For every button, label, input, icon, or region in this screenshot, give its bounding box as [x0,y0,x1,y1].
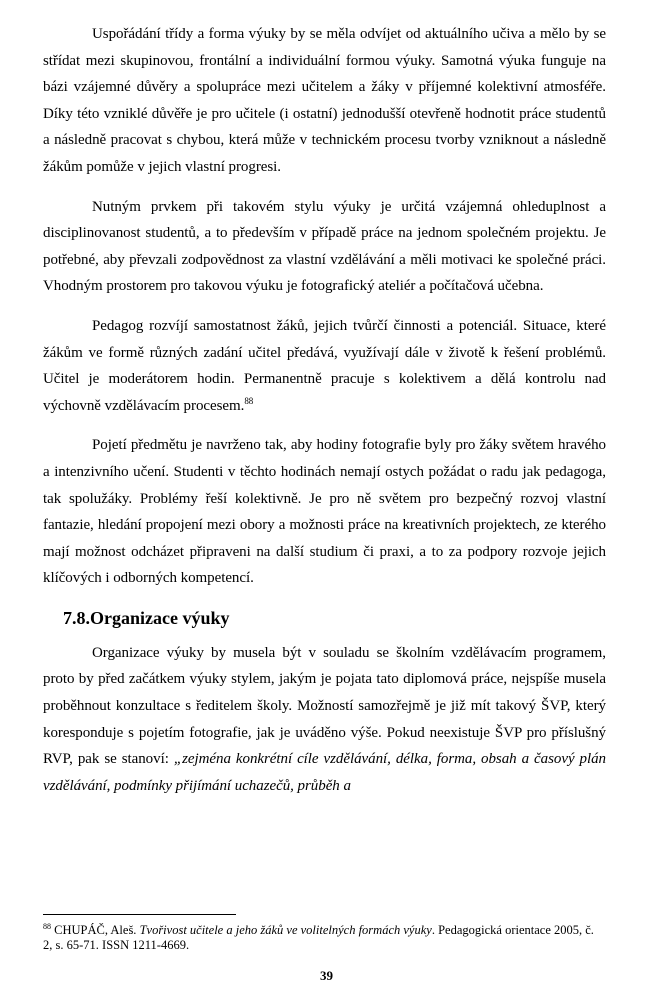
footnote-author: CHUPÁČ, Aleš. [54,923,137,937]
paragraph-organization-quote: „zejména konkrétní cíle vzdělávání, délka, forma, obsah a časový plán vzdělávání, podmínky přijímání uchazečů, průběh a [43,751,606,794]
paragraph-classroom-arrangement: Uspořádání třídy a forma výuky by se měla odvíjet od aktuálního učiva a mělo by se střídat mezi skupinovou, frontální a individuální formou výuky. Samotná výuka funguje na bázi vzájemné důvěry a spolupráce mezi učitelem a žáky v příjemné kolektivní atmosféře. Díky této vzniklé důvěře je pro učitele (i ostatní) jednodušší otevřeně hodnotit práce studentů a následně pracovat s chybou, která může v technickém procesu tvorby vzniknout a následně žákům pomůže v jejich vlastní progresi. [43,26,606,175]
footnote-details: . Pedagogická orientace 2005, č. 2, s. 65-71. ISSN 1211-4669. [43,923,594,952]
paragraph-subject-concept: Pojetí předmětu je navrženo tak, aby hodiny fotografie byly pro žáky světem hravého a intenzivního učení. Studenti v těchto hodinách nemají ostych požádat o radu jak pedagoga, tak spolužáky. Problémy řeší kolektivně. Je pro ně světem pro bezpečný rozvoj vlastní fantazie, hledání propojení mezi obory a možnosti práce na kreativních projektech, ze kterého mají možnost odcházet připraveni na další studium či praxi, a to za podpory rozvoje jejich klíčových i odborných kompetencí. [43,437,606,587]
section-heading [63,605,606,631]
footnote-reference: 88 [244,395,254,406]
paragraph-organization-text: Organizace výuky by musela být v souladu se školním vzdělávacím programem, proto by před začátkem výuky stylem, jakým je pojata tato diplomová práce, nejspíše musela proběhnout konzultace s ředitelem školy. Možností samozřejmě je již mít takový ŠVP, který koresponduje s pojetím fotografie, jak je uváděno výše. Pokud neexistuje ŠVP pro příslušný RVP, pak se stanoví: [43,644,606,768]
page-number: 39 [320,968,333,983]
footnote-title: Tvořivost učitele a jeho žáků ve volitelných formách výuky [139,923,432,937]
footnote-separator [43,914,236,915]
paragraph-teacher-role-text: Pedagog rozvíjí samostatnost žáků, jejich tvůrčí činnosti a potenciál. Situace, které žákům ve formě různých zadání učitel předává, využívají dále v životě k řešení problémů. Učitel je moderátorem hodin. Permanentně pracuje s kolektivem a dělá kontrolu nad výchovně vzdělávacím procesem. [43,317,606,414]
section-title: Organizace výuky [90,607,230,628]
page-body [43,21,606,812]
footnote-number: 88 [43,921,51,931]
footnote [43,923,606,953]
section-number: 7.8. [63,607,90,628]
paragraph-student-discipline: Nutným prvkem při takovém stylu výuky je určitá vzájemná ohleduplnost a disciplinovanost studentů, a to především v případě práce na jednom společném projektu. Je potřebné, aby převzali zodpovědnost za vlastní vzdělávání a měli motivaci ke společné práci. Vhodným prostorem pro takovou výuku je fotografický ateliér a počítačová učebna. [43,198,606,295]
paragraph-teacher-role [43,313,606,419]
paragraph-organization [43,640,606,800]
